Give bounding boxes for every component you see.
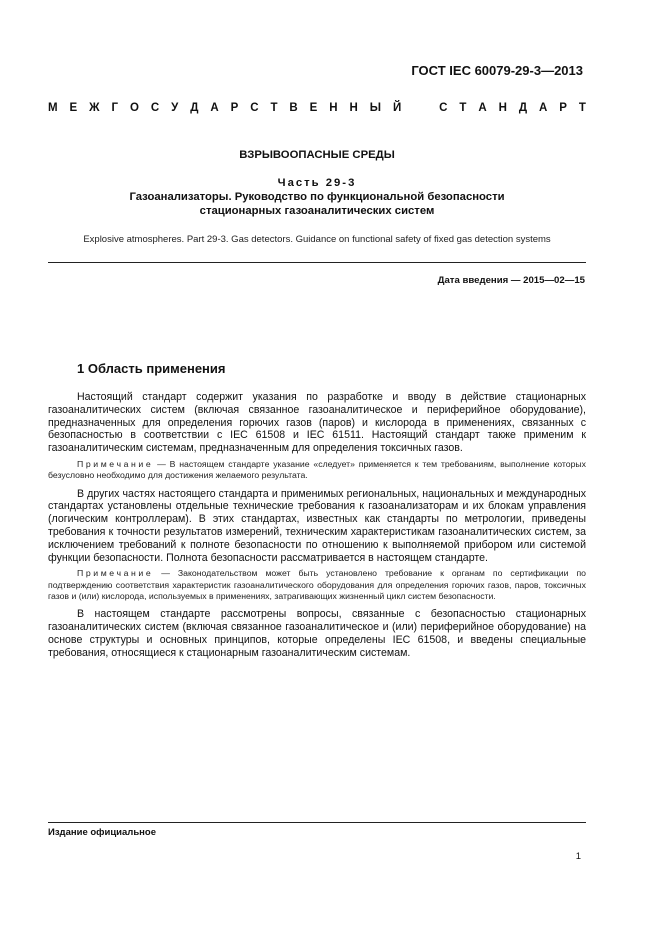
subtitle-line-2: стационарных газоаналитических систем — [199, 205, 435, 217]
note-2-text: — Законодательством может быть установлено требование к органам по сертификации по подтверждению соответствия характеристик газоаналитического оборудования для определения горючих газов, паров, токсичных газов и (или) кислорода, используемых в применениях, затрагивающих жизненный цикл систем безопасности. — [48, 568, 586, 601]
heading-letter: В — [289, 102, 298, 114]
heading-letter: О — [129, 102, 139, 114]
note-1-label: Примечание — [77, 458, 154, 469]
heading-letter: Ж — [89, 102, 100, 114]
edition-label: Издание официальное — [48, 827, 156, 838]
document-code: ГОСТ IEC 60079-29-3—2013 — [411, 63, 583, 78]
heading-letter: С — [150, 102, 160, 114]
section-title: 1 Область применения — [77, 361, 226, 376]
heading-letter: А — [478, 102, 487, 114]
subtitle-line-1: Газоанализаторы. Руководство по функциональной безопасности — [129, 191, 505, 203]
heading-letter: Н — [349, 102, 358, 114]
interstate-standard-heading — [48, 102, 586, 114]
heading-letter: Й — [392, 102, 402, 114]
heading-letter: А — [210, 102, 219, 114]
title-block — [48, 148, 586, 218]
note-2 — [48, 568, 586, 602]
english-title: Explosive atmospheres. Part 29-3. Gas detectors. Guidance on functional safety of fixed gas detection systems — [83, 234, 551, 245]
heading-letter: Н — [329, 102, 338, 114]
header-divider — [48, 262, 586, 263]
word-gap — [413, 102, 427, 114]
section-body — [48, 391, 586, 663]
heading-letter: М — [48, 102, 58, 114]
page-number: 1 — [575, 851, 581, 862]
footer-divider — [48, 822, 586, 823]
main-title: ВЗРЫВООПАСНЫЕ СРЕДЫ — [239, 149, 395, 161]
heading-letter: Т — [578, 102, 586, 114]
paragraph-3: В настоящем стандарте рассмотрены вопросы, связанные с безопасностью стационарных газоаналитических систем (включая связанное газоаналитическое и (или) периферийное оборудование) на основе структуры и основных принципов, которые определены IEC 61508, и введены специальные требования, относящиеся к стационарным газоаналитическим системам. — [48, 608, 586, 659]
heading-letter: Р — [559, 102, 567, 114]
heading-letter: С — [439, 102, 448, 114]
heading-letter: С — [250, 102, 259, 114]
heading-letter: Д — [190, 102, 199, 114]
heading-letter: Ы — [369, 102, 382, 114]
heading-letter: Т — [459, 102, 467, 114]
heading-letter: А — [538, 102, 548, 114]
heading-letter: Р — [230, 102, 239, 114]
heading-letter: Е — [69, 102, 78, 114]
part-label: Часть 29-3 — [277, 177, 357, 189]
heading-letter: Е — [309, 102, 318, 114]
heading-letter: Н — [498, 102, 507, 114]
heading-letter: У — [171, 102, 179, 114]
note-1 — [48, 459, 586, 482]
heading-letter: Д — [518, 102, 528, 114]
note-2-label: Примечание — [77, 568, 154, 579]
note-1-text: — В настоящем стандарте указание «следует» применяется к тем требованиям, выполнение которых безусловно необходимо для достижения желаемого результата. — [48, 458, 586, 481]
paragraph-2: В других частях настоящего стандарта и применимых региональных, национальных и международных стандартах установлены отдельные технические требования к газоанализаторам и их блокам управления (логическим контроллерам). В этих стандартах, известных как стандарты по метрологии, приведены требования к точности результатов измерений, техническим характеристикам газоаналитических систем, за исключением требований к полноте безопасности по отношению к выполняемой прибором или системой функции безопасности. Полнота безопасности рассматривается в настоящем стандарте. — [48, 487, 586, 564]
heading-letter: Г — [111, 102, 119, 114]
introduction-date: Дата введения — 2015—02—15 — [437, 275, 585, 286]
paragraph-1: Настоящий стандарт содержит указания по разработке и вводу в действие стационарных газоаналитических систем (включая связанное газоаналитическое и периферийное оборудование), предназначенных для определения горючих газов (паров) и кислорода в применениях, связанных с безопасностью в соответствии с IEC 61508 и IEC 61511. Настоящий стандарт также применим к газоаналитическим системам, предназначенным для определения токсичных газов. — [48, 391, 586, 455]
heading-letter: Т — [270, 102, 278, 114]
